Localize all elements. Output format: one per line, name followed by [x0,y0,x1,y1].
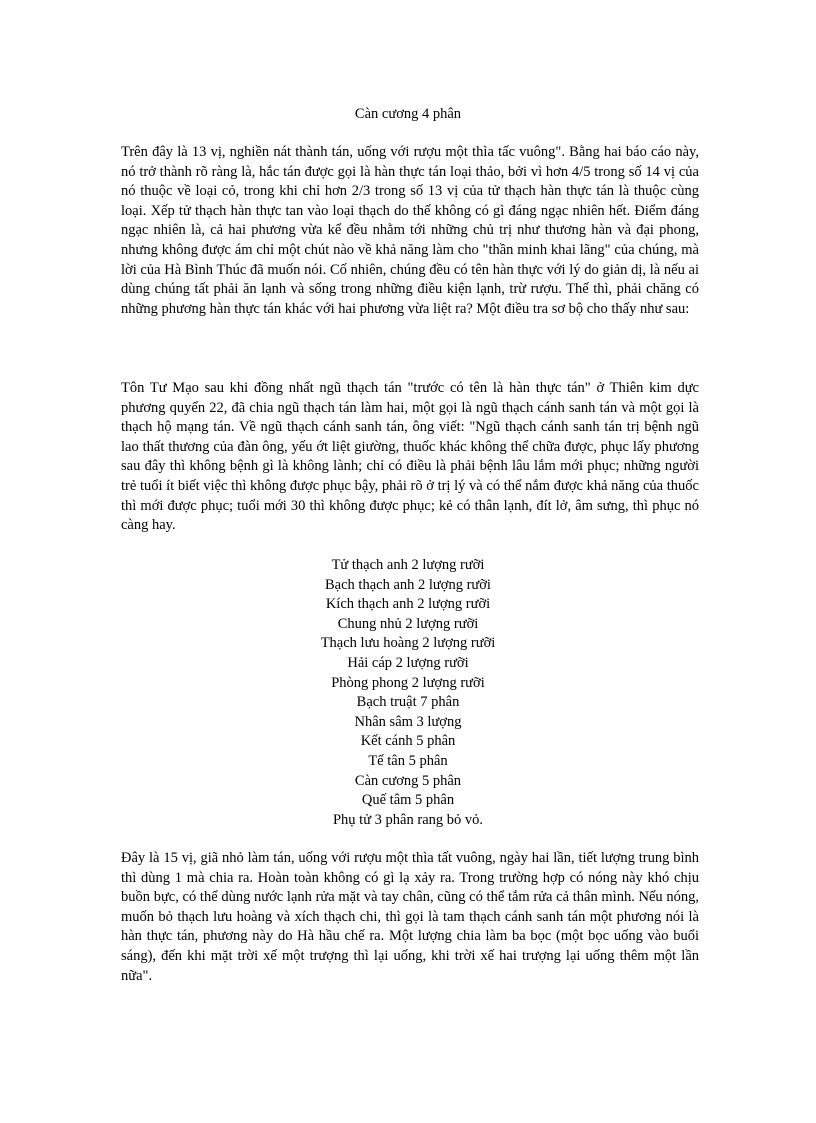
paragraph-ton-tu-mao: Tôn Tư Mạo sau khi đồng nhất ngũ thạch tán "trước có tên là hàn thực tán" ở Thiên kim dực phương quyển 22, đã chia ngũ thạch tán làm hai, một gọi là ngũ thạch cánh sanh tán và một gọi là thạch hộ mạng tán. Về ngũ thạch cánh sanh tán, ông viết: "Ngũ thạch cánh sanh tán trị bệnh ngũ lao thất thương của đàn ông, yếu ớt liệt giường, thuốc khác không thể chữa được, phục lấy phương sau đây thì không bệnh gì là không lành; chỉ có điều là phải bệnh lâu lắm mới phục; những người trẻ tuổi ít biết việc thì không được phục bậy, phải rõ ở trị lý và có thể nắm được khả năng của thuốc thì mới được phục; tuổi mới 30 thì không được phục; kẻ có thân lạnh, đít lở, âm sưng, thì phục nó càng hay. [121,380,699,534]
ingredient-item: Phụ tử 3 phân rang bỏ vỏ. [332,811,484,828]
ingredient-item: Bạch thạch anh 2 lượng rưỡi [325,576,491,593]
recipe-fragment-line: Càn cương 4 phân [354,106,462,122]
ingredient-list [0,556,816,830]
paragraph-intro: Trên đây là 13 vị, nghiền nát thành tán, uống với rượu một thìa tấc vuông". Bằng hai báo cáo này, nó trở thành rõ ràng là, hắc tán được gọi là hàn thực tán loại thảo, bởi vì hơn 4/5 trong số 14 vị của nó thuộc về loại cỏ, trong khi chỉ hơn 2/3 trong số 13 vị của tử thạch hàn thực tán là thuộc cùng loại. Xếp tử thạch hàn thực tan vào loại thạch do thế không có gì đáng ngạc nhiên hết. Điểm đáng ngạc nhiên là, cả hai phương vừa kể đều nhằm tới những chủ trị như thương hàn và đại phong, nhưng không được ám chỉ một chút nào về khả năng làm cho "thần minh khai lãng" của chúng, mà lời của Hà Bình Thúc đã muốn nói. Cố nhiên, chúng đều có tên hàn thực với lý do giản dị, là nếu ai dùng chúng tất phải ăn lạnh và sống trong những điều kiện lạnh, trừ rượu. Thế thì, phải chăng có những phương hàn thực tán khác với hai phương vừa liệt ra? Một điều tra sơ bộ cho thấy như sau: [121,144,699,317]
ingredient-item: Tử thạch anh 2 lượng rưỡi [331,557,485,573]
ingredient-item: Bạch truật 7 phân [356,694,460,711]
ingredient-item: Phòng phong 2 lượng rưỡi [331,674,485,691]
ingredient-item: Kết cánh 5 phân [360,733,456,750]
ingredient-item: Hải cáp 2 lượng rưỡi [347,654,469,671]
ingredient-item: Tế tân 5 phân [368,752,448,769]
ingredient-item: Chung nhủ 2 lượng rưỡi [337,615,479,632]
ingredient-item: Nhân sâm 3 lượng [354,713,462,730]
ingredient-item: Kích thạch anh 2 lượng rưỡi [325,596,491,613]
ingredient-item: Càn cương 5 phân [354,772,462,789]
ingredient-item: Quế tâm 5 phân [361,792,455,809]
ingredient-item: Thạch lưu hoàng 2 lượng rưỡi [320,635,496,652]
paragraph-dosage: Đây là 15 vị, giã nhỏ làm tán, uống với rượu một thìa tất vuông, ngày hai lần, tiết lượng trung bình thì dùng 1 mà chia ra. Hoàn toàn không có gì lạ xảy ra. Trong trường hợp có nóng này khó chịu buồn bực, có thể dùng nước lạnh rửa mặt và tay chân, cũng có thể tắm rửa cả thân mình. Nếu nóng, muốn bỏ thạch lưu hoàng và xích thạch chi, thì gọi là tam thạch cánh sanh tán một phương nói là hàn thực tán, phương này do Hà hầu chế ra. Một lượng chia làm ba bọc (một bọc uống vào buổi sáng), đến khi mặt trời xế một trượng thì lại uống, khi trời xế hai trượng lại uống thêm một lần nữa". [121,850,699,984]
